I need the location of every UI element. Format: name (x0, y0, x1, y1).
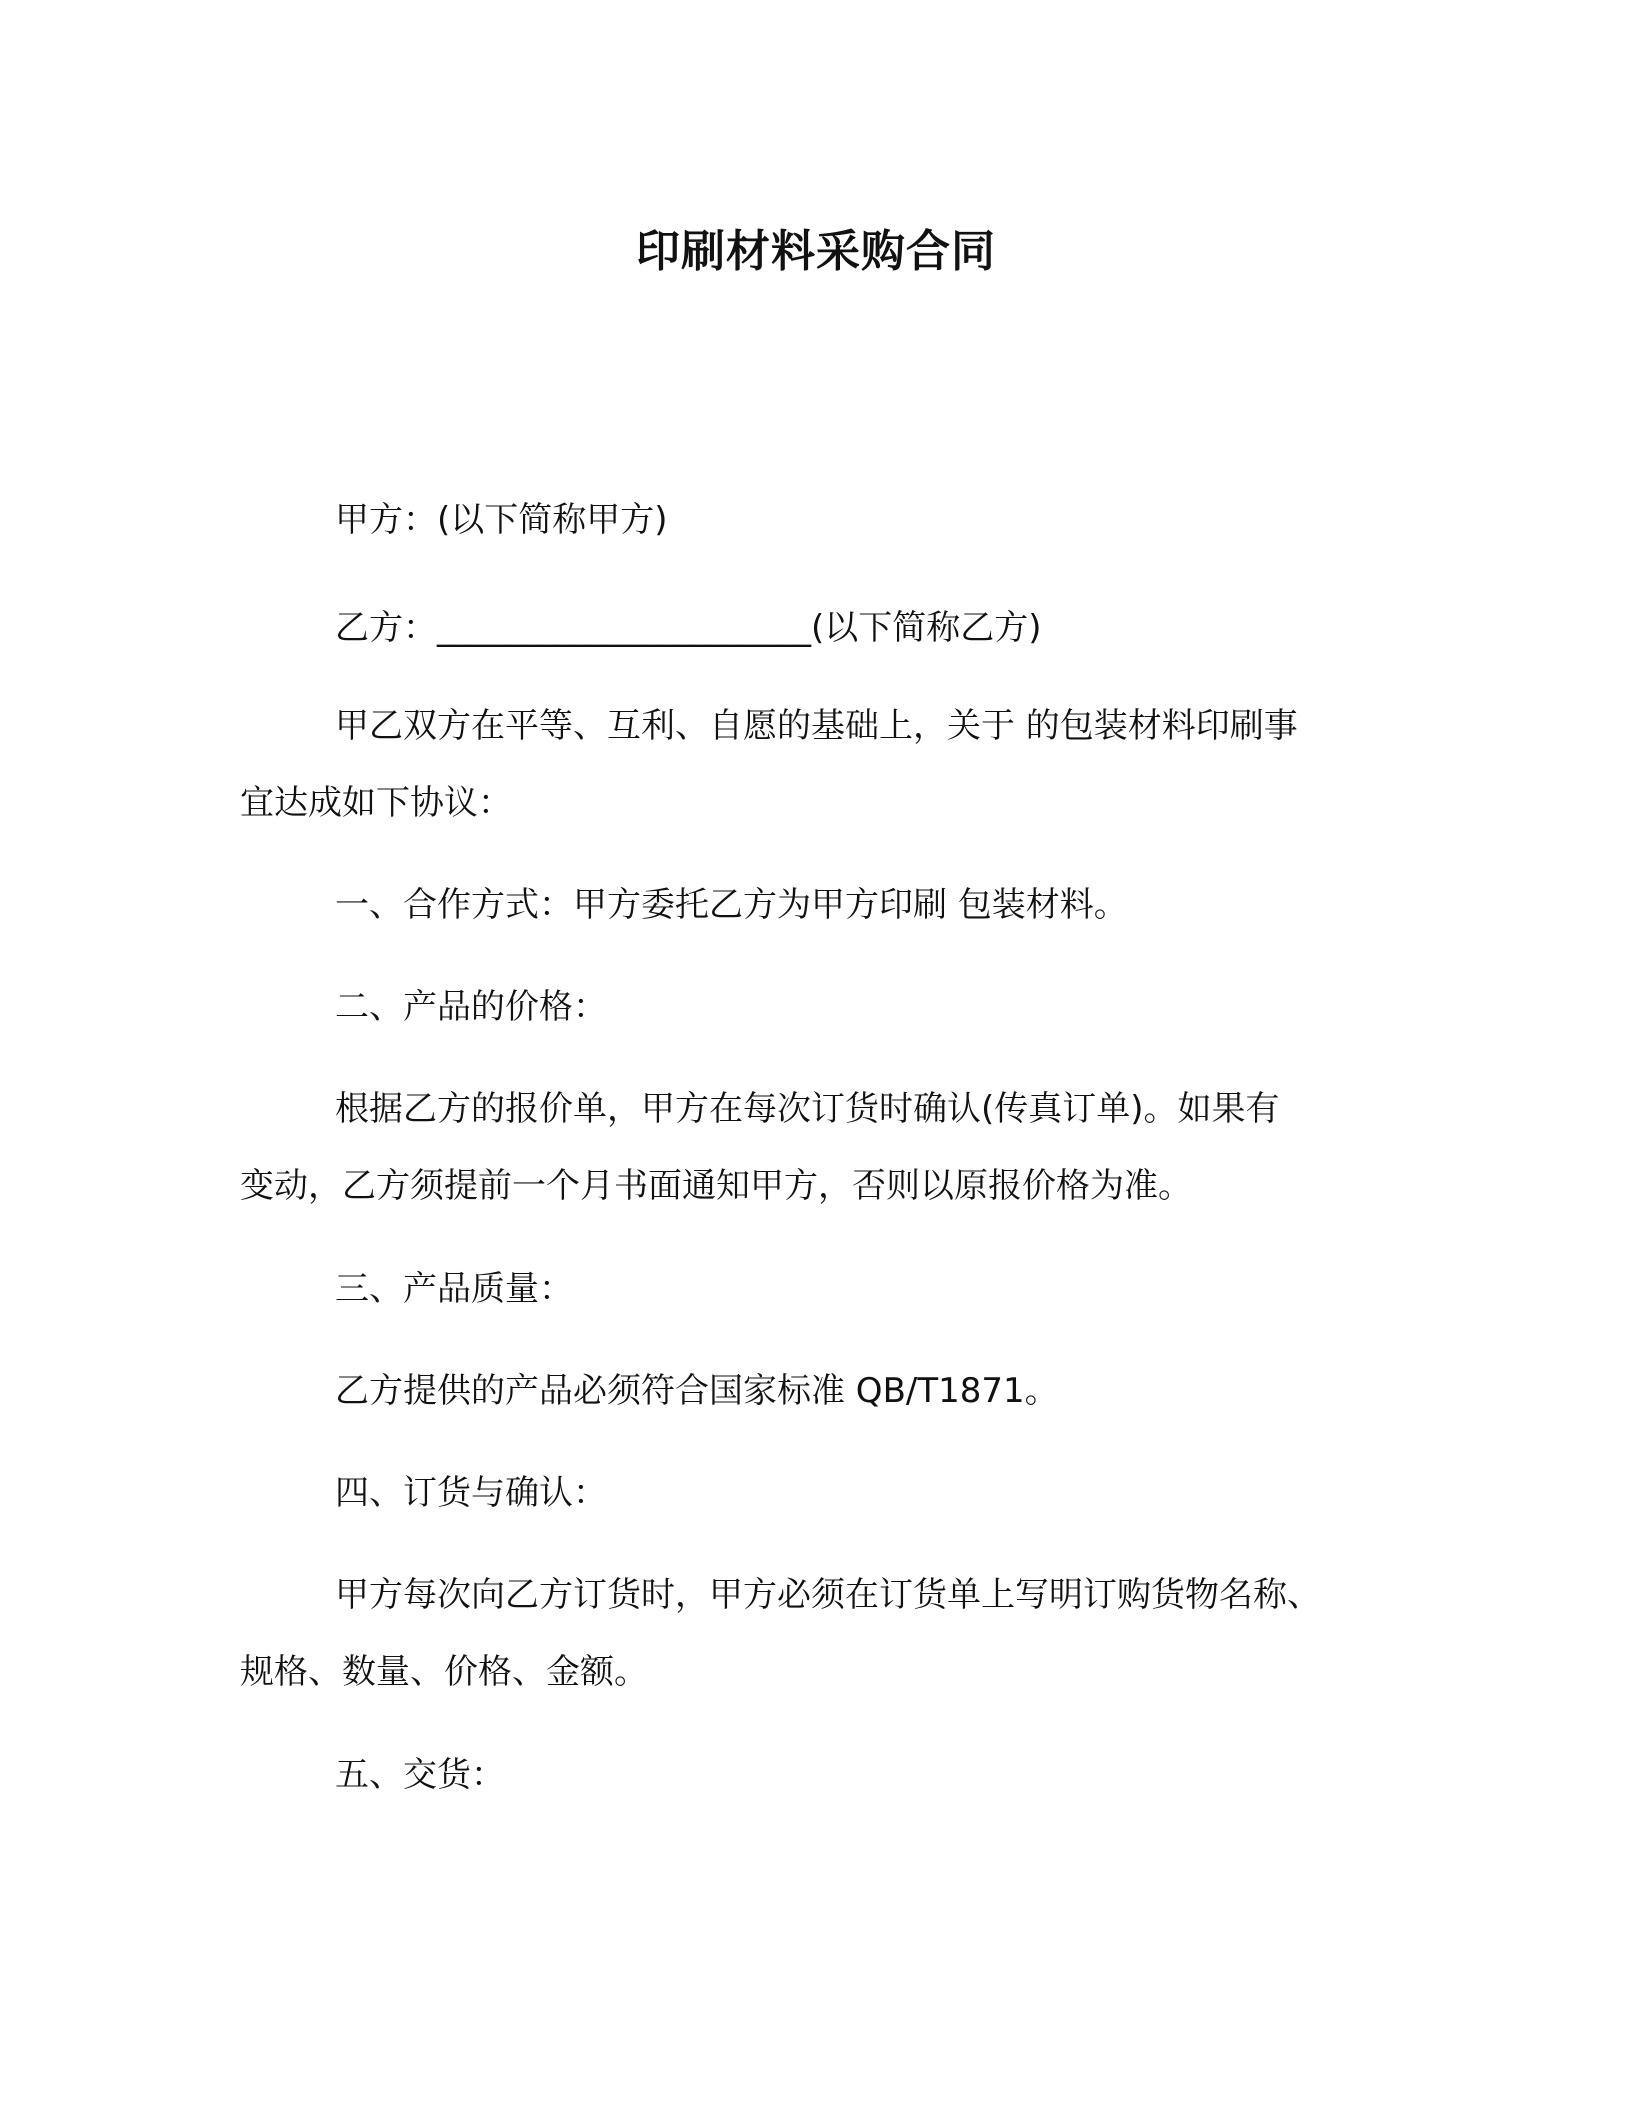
section-3-body: 乙方提供的产品必须符合国家标准 QB/T1871。 (335, 1371, 1059, 1411)
section-4-heading: 四、订货与确认： (335, 1473, 607, 1513)
section-2-heading: 二、产品的价格： (335, 987, 607, 1027)
section-5-heading: 五、交货： (335, 1755, 505, 1795)
section-2-body-line-1: 根据乙方的报价单，甲方在每次订货时确认(传真订单)。如果有 (335, 1089, 1280, 1129)
section-3-heading: 三、产品质量： (335, 1269, 573, 1309)
section-2-body-line-2: 变动，乙方须提前一个月书面通知甲方，否则以原报价格为准。 (240, 1166, 1192, 1206)
preamble-line-2: 宜达成如下协议： (240, 783, 512, 823)
document-title: 印刷材料采购合同 (636, 226, 996, 277)
section-1-heading: 一、合作方式：甲方委托乙方为甲方印刷 包装材料。 (335, 885, 1128, 925)
preamble-line-1: 甲乙双方在平等、互利、自愿的基础上，关于 的包装材料印刷事 (335, 706, 1298, 746)
section-4-body-line-2: 规格、数量、价格、金额。 (240, 1652, 648, 1692)
party-b-line: 乙方：______________________(以下简称乙方) (335, 608, 1042, 648)
section-4-body-line-1: 甲方每次向乙方订货时，甲方必须在订货单上写明订购货物名称、 (335, 1575, 1321, 1615)
party-a-line: 甲方：(以下简称甲方) (335, 500, 668, 540)
